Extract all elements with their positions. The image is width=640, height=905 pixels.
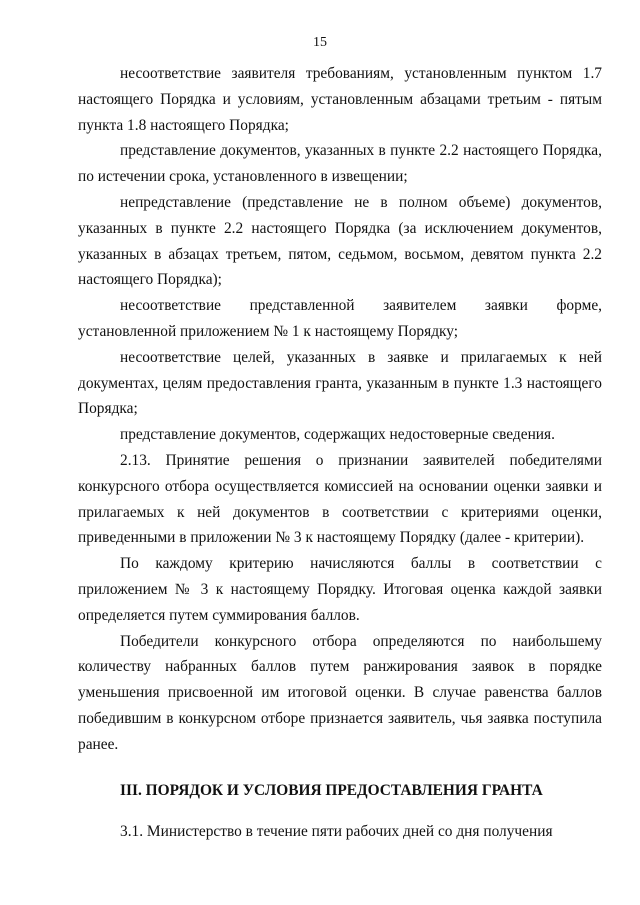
paragraph-2-13-decision: 2.13. Принятие решения о признании заявителей победителями конкурсного отбора осуществляется комиссией на основании оценки заявки и прилагаемых к ней документов в соответствии с критериями оценки, приведенными в приложении № 3 к настоящему Порядку (далее - критерии). <box>78 451 602 547</box>
paragraph-late-submission: представление документов, указанных в пункте 2.2 настоящего Порядка, по истечении срока, установленного в извещении; <box>78 142 602 186</box>
paragraph-incomplete-documents: непредставление (представление не в полном объеме) документов, указанных в пункте 2.2 настоящего Порядка (за исключением документов, указанных в абзацах третьем, пятом, седьмом, восьмом, девятом пункта 2.2 настоящего Порядка); <box>78 193 602 289</box>
page-number: 15 <box>313 35 327 50</box>
paragraph-3-1: 3.1. Министерство в течение пяти рабочих дней со дня получения <box>120 823 553 841</box>
paragraph-winners: Победители конкурсного отбора определяются по наибольшему количеству набранных баллов путем ранжирования заявок в порядке уменьшения присвоенной им итоговой оценки. В случае равенства баллов победившим в конкурсном отборе признается заявитель, чья заявка поступила ранее. <box>78 632 602 753</box>
paragraph-applicant-nonconformity: несоответствие заявителя требованиям, установленным пунктом 1.7 настоящего Порядка и условиям, установленным абзацами третьим - пятым пункта 1.8 настоящего Порядка; <box>78 65 602 134</box>
paragraph-form-nonconformity: несоответствие представленной заявителем заявки форме, установленной приложением № 1 к настоящему Порядку; <box>78 297 602 340</box>
section-heading: III. ПОРЯДОК И УСЛОВИЯ ПРЕДОСТАВЛЕНИЯ ГРАНТА <box>120 781 543 799</box>
document-body <box>78 61 602 845</box>
paragraph-goals-nonconformity: несоответствие целей, указанных в заявке и прилагаемых к ней документах, целям предоставления гранта, указанным в пункте 1.3 настоящего Порядка; <box>78 348 602 418</box>
paragraph-scoring: По каждому критерию начисляются баллы в соответствии с приложением № 3 к настоящему Порядку. Итоговая оценка каждой заявки определяется путем суммирования баллов. <box>78 555 602 624</box>
paragraph-false-information: представление документов, содержащих недостоверные сведения. <box>120 426 555 444</box>
